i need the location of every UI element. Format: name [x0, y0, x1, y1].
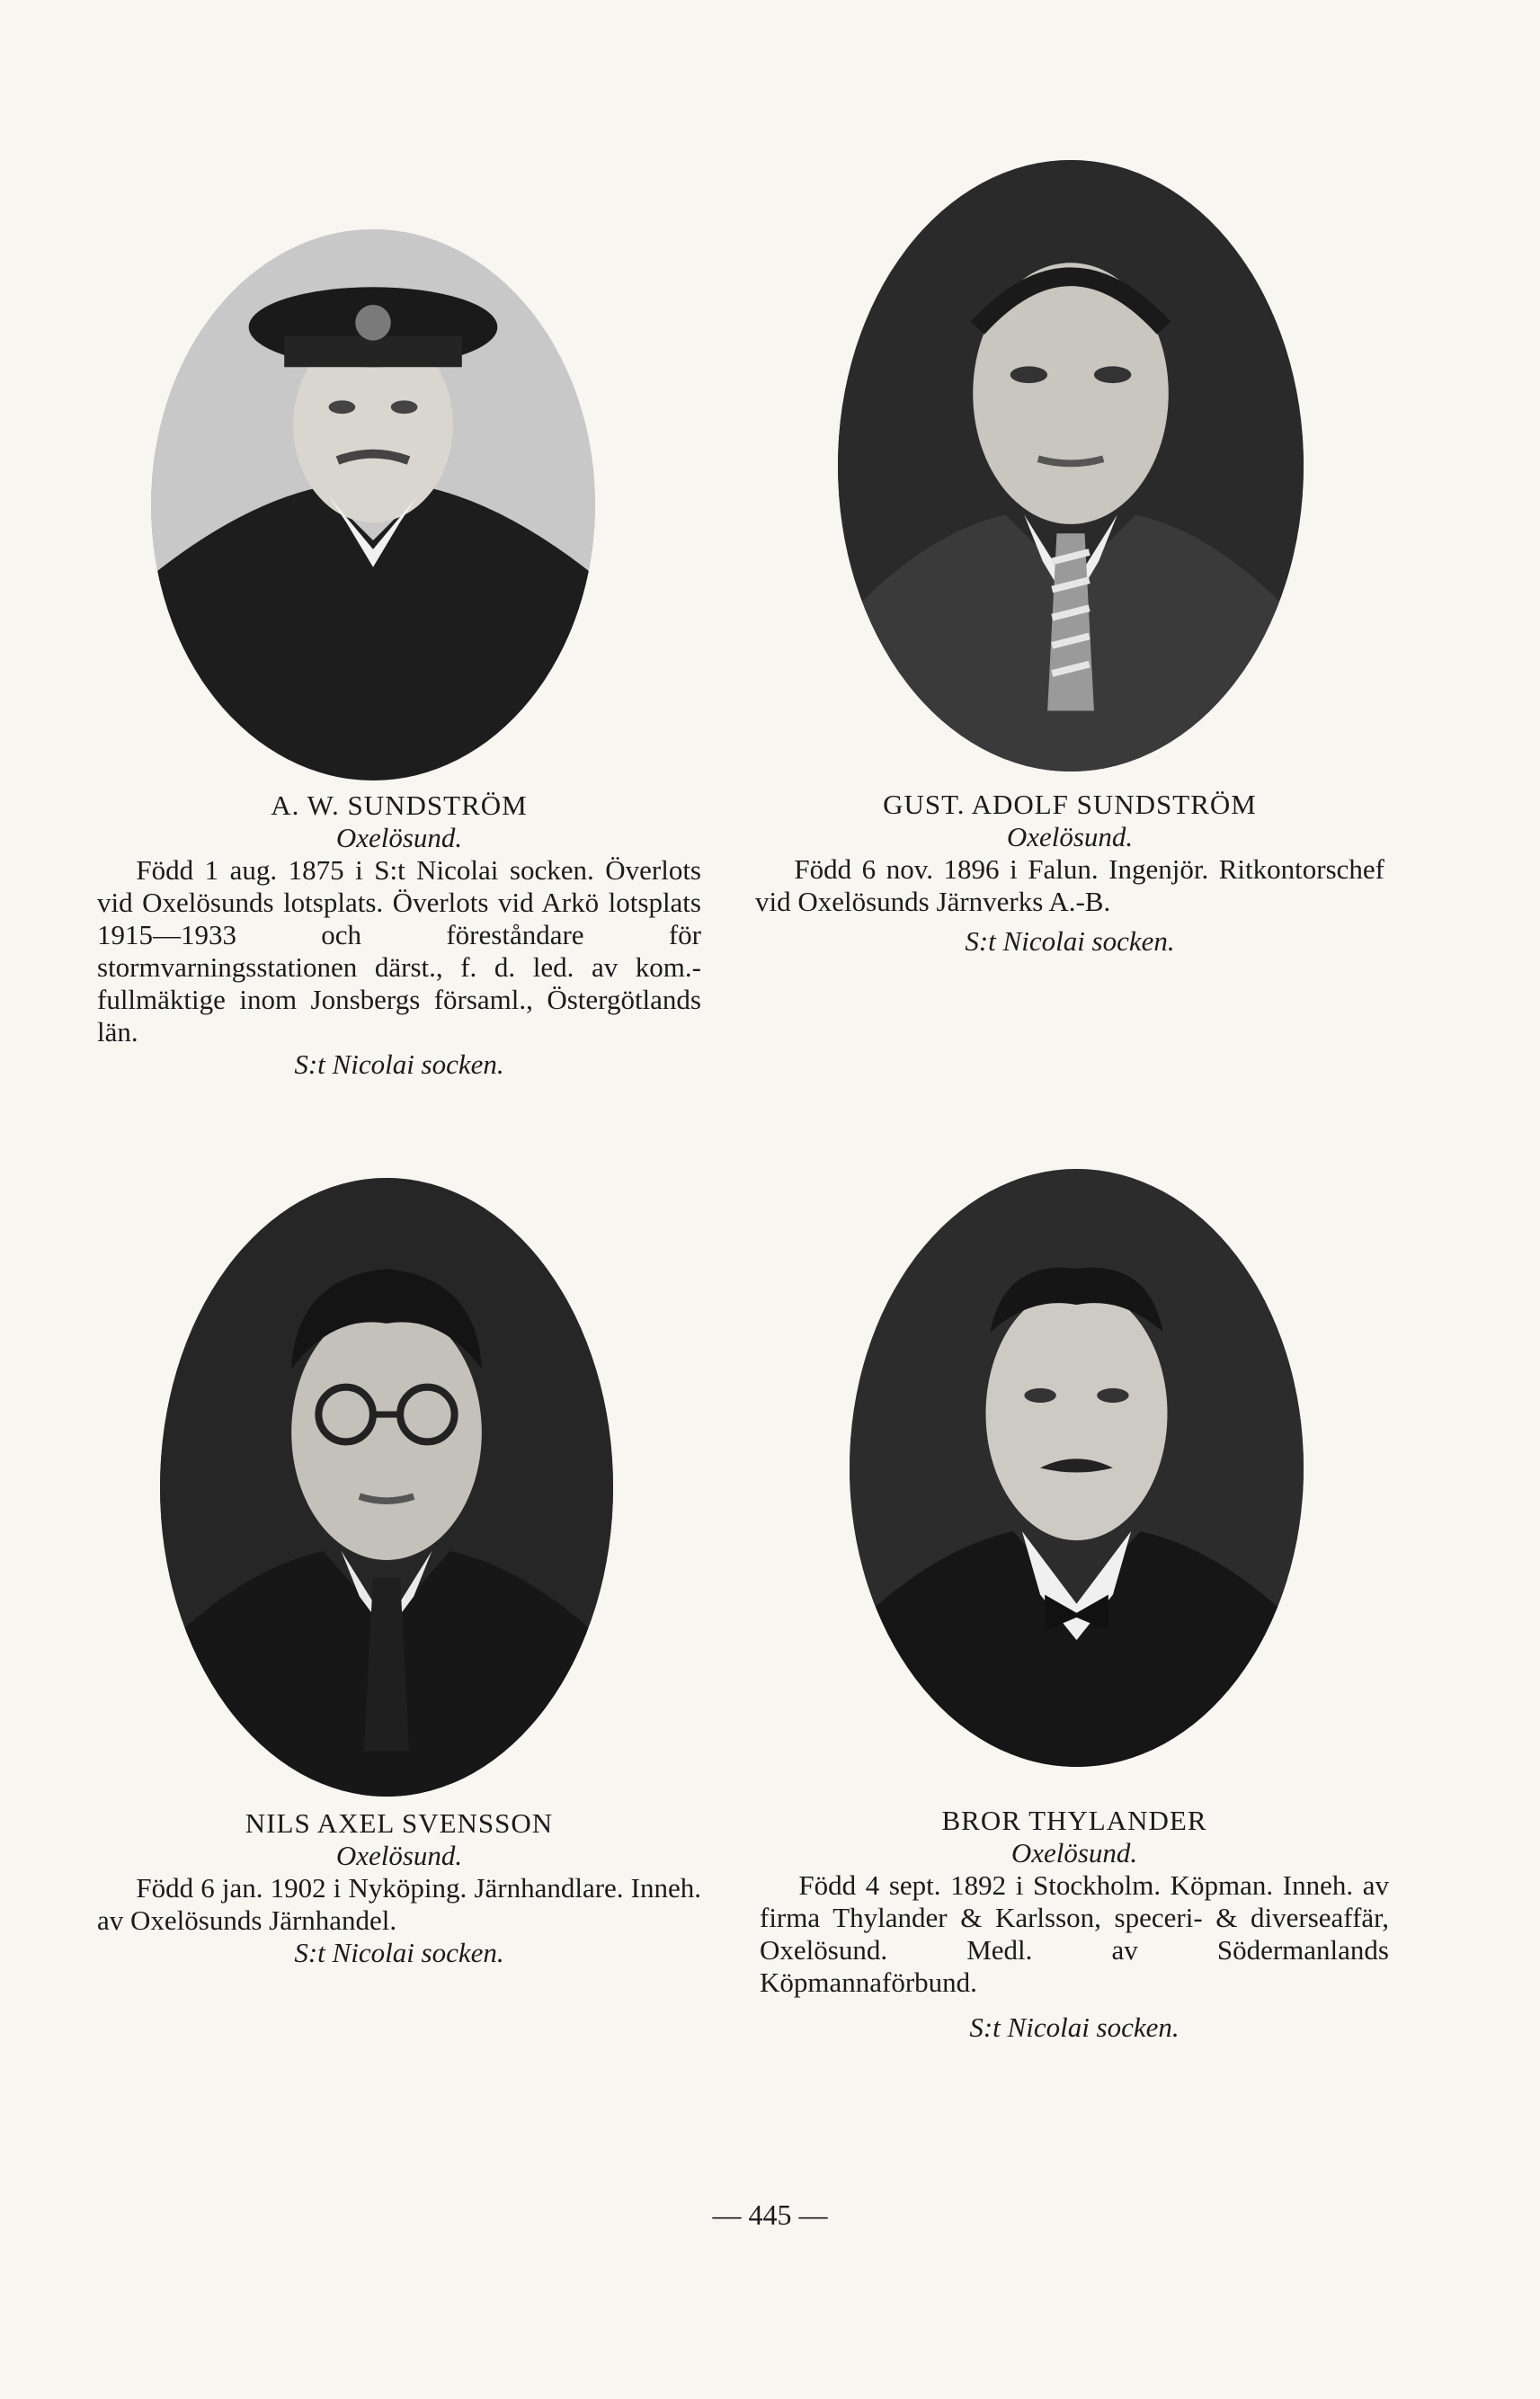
- biography-text: Född 6 nov. 1896 i Falun. Ingenjör. Ritkontorschef vid Oxelösunds Järnverks A.-B.: [755, 853, 1384, 917]
- person-name: BROR THYLANDER: [941, 1805, 1207, 1836]
- parish-label: S:t Nicolai socken.: [969, 2011, 1179, 2043]
- portrait-photo: [151, 229, 595, 780]
- place-label: Oxelösund.: [335, 822, 463, 853]
- person-name: A. W. SUNDSTRÖM: [271, 789, 528, 821]
- biography-text: Född 6 jan. 1902 i Nyköping. Järnhandlare. Inneh. av Oxelösunds Järnhandel.: [97, 1872, 701, 1936]
- biography-text: Född 4 sept. 1892 i Stockholm. Köpman. Inneh. av firma Thylander & Karlsson, speceri- & diverseaffär, Oxelösund. Medl. av Södermanlands Köpmannaförbund.: [760, 1869, 1389, 1998]
- parish-label: S:t Nicolai socken.: [965, 925, 1175, 957]
- portrait-photo: [160, 1178, 613, 1797]
- biography-caption: [97, 789, 701, 1081]
- parish-label: S:t Nicolai socken.: [294, 1937, 504, 1968]
- portrait-photo: [838, 160, 1304, 771]
- parish-label: S:t Nicolai socken.: [294, 1048, 504, 1080]
- person-name: NILS AXEL SVENSSON: [245, 1807, 554, 1839]
- biography-caption: [97, 1807, 701, 1969]
- person-name: GUST. ADOLF SUNDSTRÖM: [883, 789, 1257, 820]
- biography-text: Född 1 aug. 1875 i S:t Nicolai socken. Överlots vid Oxelösunds lotsplats. Överlots vid Arkö lotsplats 1915—1933 och föreståndare för stormvarningsstationen därst., f. d. led. av kom.-fullmäktige inom Jonsbergs församl., Östergötlands län.: [97, 854, 701, 1048]
- biography-caption: [755, 789, 1384, 958]
- place-label: Oxelösund.: [1010, 1837, 1138, 1868]
- page-number: — 445 —: [712, 2198, 828, 2231]
- place-label: Oxelösund.: [335, 1840, 463, 1871]
- place-label: Oxelösund.: [1006, 821, 1134, 852]
- portrait-photo: [850, 1169, 1304, 1767]
- biography-caption: [760, 1805, 1389, 2044]
